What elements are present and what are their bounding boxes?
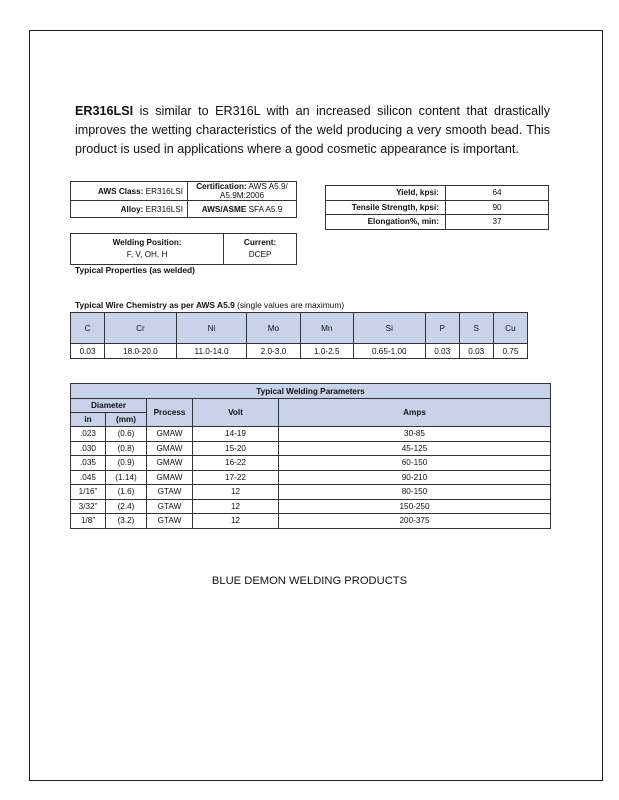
process: GTAW xyxy=(147,499,193,514)
aws-class-label: AWS Class: xyxy=(97,186,144,196)
amps: 200-375 xyxy=(279,514,551,529)
amps: 30-85 xyxy=(279,427,551,442)
diameter-mm: (0.6) xyxy=(106,427,147,442)
asme-label: AWS/ASME xyxy=(201,204,247,214)
element-value-cr: 18.0-20.0 xyxy=(105,344,177,359)
volt: 12 xyxy=(193,485,279,500)
property-row xyxy=(326,186,549,201)
diameter-in: .045 xyxy=(71,470,106,485)
company-footer: BLUE DEMON WELDING PRODUCTS xyxy=(211,575,408,587)
current-value: DCEP xyxy=(248,250,272,259)
current-label: Current: xyxy=(243,238,277,247)
asme-value: SFA A5.9 xyxy=(248,204,283,214)
aws-class-table xyxy=(70,181,297,218)
certification-label: Certification: xyxy=(196,182,247,191)
diameter-in: .035 xyxy=(71,456,106,471)
certification-cell xyxy=(188,182,297,201)
diameter-mm: (1.14) xyxy=(106,470,147,485)
element-header-ni: Ni xyxy=(176,313,246,344)
element-header-p: P xyxy=(425,313,459,344)
diameter-mm: (2.4) xyxy=(106,499,147,514)
amps: 45-125 xyxy=(279,441,551,456)
amps: 80-150 xyxy=(279,485,551,500)
chemistry-caption-bold: Typical Wire Chemistry as per AWS A5.9 xyxy=(75,300,235,310)
volt: 12 xyxy=(193,499,279,514)
volt: 12 xyxy=(193,514,279,529)
table-row xyxy=(71,470,551,485)
volt: 16-22 xyxy=(193,456,279,471)
diameter-mm: (0.8) xyxy=(106,441,147,456)
property-label: Yield, kpsi: xyxy=(326,186,446,201)
alloy-label: Alloy: xyxy=(120,204,144,214)
element-value-mn: 1.0-2.5 xyxy=(300,344,353,359)
aws-class-cell xyxy=(71,182,188,201)
property-label: Tensile Strength, kpsi: xyxy=(326,200,446,215)
process-header: Process xyxy=(147,399,193,427)
property-row xyxy=(326,215,549,230)
element-value-cu: 0.75 xyxy=(493,344,527,359)
property-value: 90 xyxy=(446,200,549,215)
chemistry-caption xyxy=(75,300,344,310)
product-description xyxy=(75,102,550,159)
element-header-mn: Mn xyxy=(300,313,353,344)
diameter-mm: (0.9) xyxy=(106,456,147,471)
volt: 15-20 xyxy=(193,441,279,456)
welding-position-label: Welding Position: xyxy=(112,238,182,247)
parameters-title: Typical Welding Parameters xyxy=(71,384,551,399)
typical-properties-caption: Typical Properties (as welded) xyxy=(75,265,195,275)
description-text: is similar to ER316L with an increased silicon content that drastically improves the wetting characteristics of the weld producing a very smooth bead. This product is used in applications where a good cosmetic appearance is important. xyxy=(75,103,551,156)
amps: 60-150 xyxy=(279,456,551,471)
element-header-si: Si xyxy=(353,313,425,344)
property-label: Elongation%, min: xyxy=(326,215,446,230)
element-header-mo: Mo xyxy=(247,313,300,344)
table-row xyxy=(71,441,551,456)
wire-chemistry-table xyxy=(70,312,528,359)
chemistry-caption-note: (single values are maximum) xyxy=(237,300,345,310)
diameter-in: .030 xyxy=(71,441,106,456)
certification-value-2: A5.9M:2006 xyxy=(219,191,265,200)
table-row xyxy=(71,514,551,529)
diameter-mm: (3.2) xyxy=(106,514,147,529)
element-value-s: 0.03 xyxy=(459,344,493,359)
asme-cell xyxy=(188,201,297,218)
amps: 150-250 xyxy=(279,499,551,514)
amps-header: Amps xyxy=(279,399,551,427)
product-name: ER316LSI xyxy=(75,103,134,118)
welding-position-cell xyxy=(71,234,224,265)
alloy-cell xyxy=(71,201,188,218)
property-value: 37 xyxy=(446,215,549,230)
process: GMAW xyxy=(147,470,193,485)
welding-position-table xyxy=(70,233,297,265)
process: GMAW xyxy=(147,427,193,442)
element-value-ni: 11.0-14.0 xyxy=(176,344,246,359)
typical-properties-table xyxy=(325,185,549,230)
alloy-value: ER316LSI xyxy=(145,204,183,214)
chemistry-values-row xyxy=(71,344,528,359)
process: GTAW xyxy=(147,485,193,500)
diameter-mm: (1.6) xyxy=(106,485,147,500)
volt: 17-22 xyxy=(193,470,279,485)
volt: 14-19 xyxy=(193,427,279,442)
process: GTAW xyxy=(147,514,193,529)
element-header-s: S xyxy=(459,313,493,344)
element-value-c: 0.03 xyxy=(71,344,105,359)
element-value-p: 0.03 xyxy=(425,344,459,359)
table-row xyxy=(71,427,551,442)
table-row xyxy=(71,456,551,471)
process: GMAW xyxy=(147,441,193,456)
current-cell xyxy=(224,234,297,265)
amps: 90-210 xyxy=(279,470,551,485)
welding-position-value: F, V, OH, H xyxy=(126,250,168,259)
table-row xyxy=(71,485,551,500)
diameter-header: Diameter xyxy=(71,399,147,413)
diameter-in: 1/8” xyxy=(71,514,106,529)
element-value-mo: 2.0-3.0 xyxy=(247,344,300,359)
certification-value-1: AWS A5.9/ xyxy=(248,182,288,191)
diameter-in: 3/32” xyxy=(71,499,106,514)
aws-class-value: ER316LSI xyxy=(145,186,183,196)
element-header-c: C xyxy=(71,313,105,344)
welding-parameters-table xyxy=(70,383,551,529)
diameter-mm-header: (mm) xyxy=(106,413,147,427)
property-value: 64 xyxy=(446,186,549,201)
element-value-si: 0.65-1.00 xyxy=(353,344,425,359)
chemistry-header-row xyxy=(71,313,528,344)
diameter-in: 1/16” xyxy=(71,485,106,500)
table-row xyxy=(71,499,551,514)
diameter-in: .023 xyxy=(71,427,106,442)
element-header-cr: Cr xyxy=(105,313,177,344)
diameter-in-header: in xyxy=(71,413,106,427)
property-row xyxy=(326,200,549,215)
volt-header: Volt xyxy=(193,399,279,427)
process: GMAW xyxy=(147,456,193,471)
element-header-cu: Cu xyxy=(493,313,527,344)
